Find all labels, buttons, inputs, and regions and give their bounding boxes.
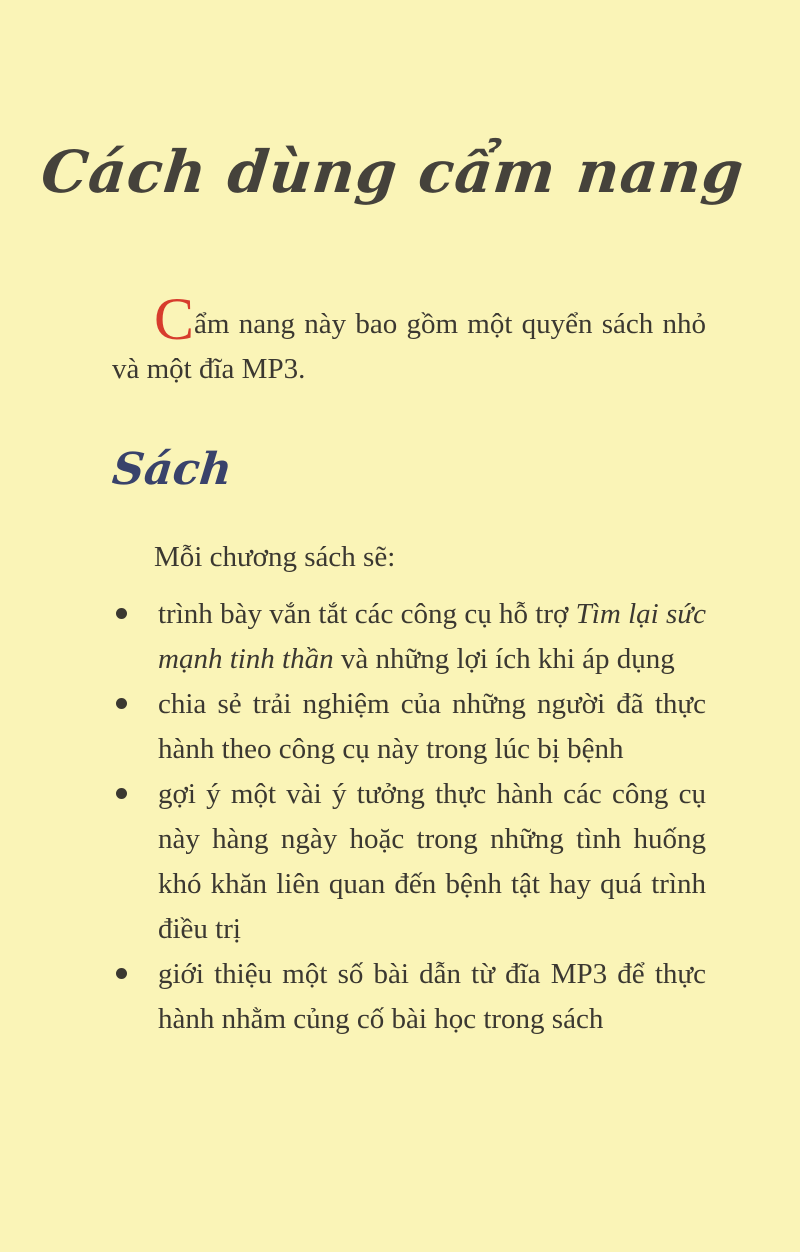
- bullet-list: [112, 592, 706, 1042]
- list-item: [112, 952, 706, 1042]
- bullet-icon: [116, 788, 127, 799]
- bullet-text-italic: Tìm lại sức mạnh tinh thần: [158, 598, 706, 675]
- section-heading-sach: Sách: [110, 444, 235, 495]
- bullet-text: gợi ý một vài ý tưởng thực hành các công cụ này hàng ngày hoặc trong những tình huống khó khăn liên quan đến bệnh tật hay quá trình điều trị: [158, 778, 706, 945]
- bullet-icon: [116, 698, 127, 709]
- bullet-icon: [116, 968, 127, 979]
- intro-paragraph: [112, 286, 706, 392]
- bullet-icon: [116, 608, 127, 619]
- list-item: [112, 682, 706, 772]
- intro-text: ẩm nang này bao gồm một quyển sách nhỏ và một đĩa MP3.: [112, 308, 706, 385]
- bullet-text: giới thiệu một số bài dẫn từ đĩa MP3 để thực hành nhằm củng cố bài học trong sách: [158, 958, 706, 1035]
- list-item: [112, 772, 706, 952]
- list-item: [112, 592, 706, 682]
- lead-sentence: Mỗi chương sách sẽ:: [154, 541, 396, 573]
- bullet-text-post: và những lợi ích khi áp dụng: [333, 643, 675, 675]
- bullet-text-pre: trình bày vắn tắt các công cụ hỗ trợ: [158, 598, 576, 630]
- chapter-title: Cách dùng cẩm nang: [38, 138, 748, 206]
- bullet-text: chia sẻ trải nghiệm của những người đã thực hành theo công cụ này trong lúc bị bệnh: [158, 688, 706, 765]
- drop-cap-letter: C: [154, 286, 195, 352]
